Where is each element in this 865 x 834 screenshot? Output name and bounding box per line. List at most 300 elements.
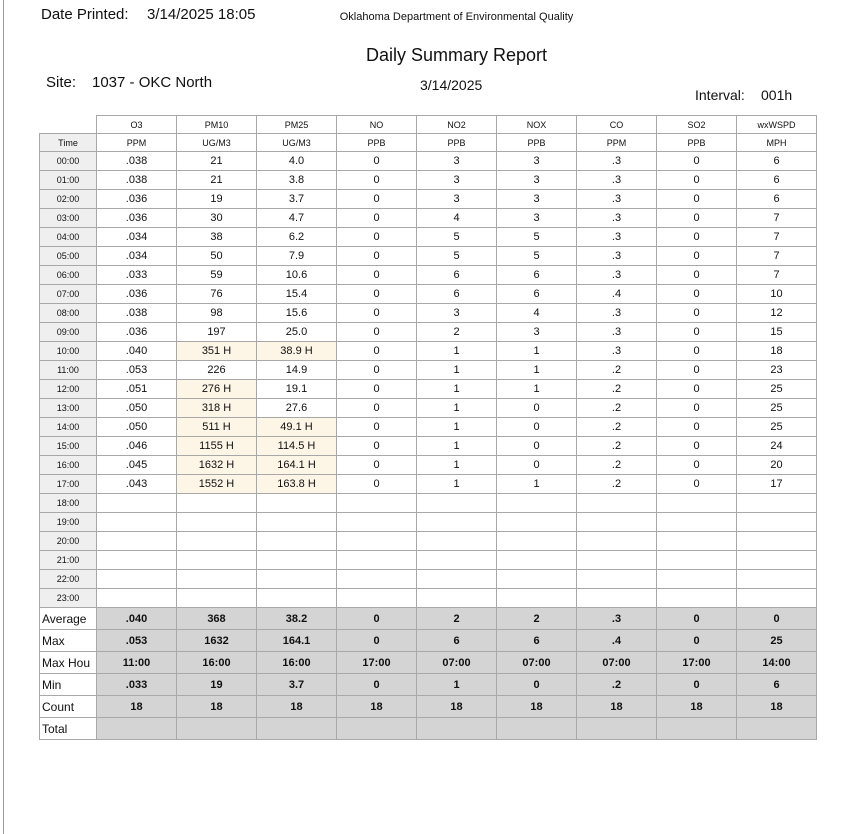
value-cell: 1 [417,418,497,437]
value-cell: 25 [737,399,817,418]
stat-label: Max [40,630,97,652]
value-cell [97,570,177,589]
value-cell: .2 [577,437,657,456]
header-corner [40,116,97,134]
value-cell: 1 [417,456,497,475]
stat-value: 18 [417,696,497,718]
interval-label: Interval: [695,87,745,103]
table-row [40,266,817,285]
value-cell: 23 [737,361,817,380]
stat-value: .4 [577,630,657,652]
value-cell: 0 [337,266,417,285]
value-cell: 0 [497,399,577,418]
time-cell: 15:00 [40,437,97,456]
value-cell: 197 [177,323,257,342]
value-cell: 0 [497,418,577,437]
value-cell: .036 [97,285,177,304]
value-cell: 0 [337,190,417,209]
stat-value [337,718,417,740]
table-row [40,361,817,380]
stat-row [40,674,817,696]
time-cell: 12:00 [40,380,97,399]
date-printed-label: Date Printed: [41,6,129,23]
value-cell: .2 [577,399,657,418]
parameter-header: O3 [97,116,177,134]
value-cell: 38 [177,228,257,247]
table-row [40,171,817,190]
unit-header-row [40,134,817,152]
stat-value: 18 [577,696,657,718]
parameter-header: NO2 [417,116,497,134]
table-row [40,342,817,361]
stat-value: 16:00 [257,652,337,674]
stat-value: 07:00 [417,652,497,674]
value-cell: .2 [577,475,657,494]
value-cell: 15.6 [257,304,337,323]
value-cell: 4 [497,304,577,323]
value-cell: 0 [337,304,417,323]
value-cell: 0 [657,285,737,304]
value-cell: 0 [337,437,417,456]
time-cell: 17:00 [40,475,97,494]
flagged-value-cell: 38.9 H [257,342,337,361]
value-cell: .3 [577,190,657,209]
value-cell: 27.6 [257,399,337,418]
value-cell: 1 [497,361,577,380]
stat-value [497,718,577,740]
value-cell: 1 [417,475,497,494]
flagged-value-cell: 318 H [177,399,257,418]
stat-value: .033 [97,674,177,696]
value-cell: .045 [97,456,177,475]
value-cell [337,494,417,513]
value-cell: 226 [177,361,257,380]
value-cell: 0 [337,475,417,494]
stat-value: 18 [497,696,577,718]
stat-value: 14:00 [737,652,817,674]
value-cell: 1 [417,342,497,361]
stat-value: 164.1 [257,630,337,652]
value-cell: 1 [417,399,497,418]
value-cell: .038 [97,171,177,190]
value-cell: 7 [737,266,817,285]
value-cell: 3 [497,190,577,209]
value-cell: .3 [577,228,657,247]
value-cell [337,551,417,570]
value-cell: 0 [337,285,417,304]
value-cell: .3 [577,171,657,190]
summary-table [39,115,817,740]
stat-value: 0 [337,608,417,630]
value-cell [97,494,177,513]
table-row [40,304,817,323]
table-row [40,475,817,494]
time-cell: 19:00 [40,513,97,532]
value-cell: 1 [417,437,497,456]
unit-header: UG/M3 [177,134,257,152]
stat-value: 18 [737,696,817,718]
value-cell: 7 [737,228,817,247]
value-cell: 6 [417,266,497,285]
value-cell [577,532,657,551]
time-cell: 16:00 [40,456,97,475]
value-cell: 12 [737,304,817,323]
value-cell: 0 [657,190,737,209]
time-cell: 14:00 [40,418,97,437]
page-left-border [3,0,4,834]
value-cell: 50 [177,247,257,266]
value-cell [417,513,497,532]
stat-value: 6 [417,630,497,652]
value-cell: 0 [337,152,417,171]
unit-header: PPB [497,134,577,152]
value-cell: 19.1 [257,380,337,399]
value-cell: 4 [417,209,497,228]
value-cell: 3 [417,171,497,190]
stat-value: 1632 [177,630,257,652]
value-cell: 0 [337,323,417,342]
value-cell [257,570,337,589]
table-row [40,418,817,437]
flagged-value-cell: 163.8 H [257,475,337,494]
value-cell: 0 [657,247,737,266]
parameter-header: NO [337,116,417,134]
unit-header: MPH [737,134,817,152]
value-cell: 0 [657,418,737,437]
table-row [40,551,817,570]
value-cell [577,513,657,532]
stat-value: 0 [337,630,417,652]
table-row [40,380,817,399]
stat-label: Total [40,718,97,740]
value-cell: .036 [97,190,177,209]
value-cell: 0 [657,209,737,228]
value-cell: .034 [97,247,177,266]
value-cell [577,570,657,589]
value-cell [737,589,817,608]
value-cell [657,551,737,570]
value-cell: 5 [417,228,497,247]
stat-value [737,718,817,740]
value-cell: .050 [97,399,177,418]
table-row [40,532,817,551]
unit-header: PPB [337,134,417,152]
stat-value [417,718,497,740]
stat-value: 0 [337,674,417,696]
value-cell [417,589,497,608]
value-cell: 0 [657,342,737,361]
value-cell [657,513,737,532]
flagged-value-cell: 114.5 H [257,437,337,456]
table-row [40,152,817,171]
stat-value: 07:00 [497,652,577,674]
value-cell: 0 [337,342,417,361]
stat-value: 0 [657,674,737,696]
value-cell: 25 [737,380,817,399]
value-cell: 30 [177,209,257,228]
value-cell: .3 [577,304,657,323]
value-cell: 2 [417,323,497,342]
stat-value: 38.2 [257,608,337,630]
value-cell: 1 [497,475,577,494]
time-cell: 05:00 [40,247,97,266]
value-cell [257,494,337,513]
stat-value [657,718,737,740]
value-cell: 5 [417,247,497,266]
stat-value: 16:00 [177,652,257,674]
value-cell: 76 [177,285,257,304]
value-cell [657,532,737,551]
value-cell: .051 [97,380,177,399]
value-cell: 0 [337,418,417,437]
value-cell: 0 [657,437,737,456]
value-cell: .2 [577,418,657,437]
value-cell [337,532,417,551]
value-cell: 0 [657,399,737,418]
value-cell: 0 [657,456,737,475]
table-row [40,228,817,247]
flagged-value-cell: 1632 H [177,456,257,475]
value-cell: 6 [737,152,817,171]
table-row [40,456,817,475]
unit-header: UG/M3 [257,134,337,152]
value-cell [657,494,737,513]
time-cell: 22:00 [40,570,97,589]
value-cell: 0 [337,228,417,247]
stat-value: 11:00 [97,652,177,674]
value-cell: .033 [97,266,177,285]
site-label: Site: [46,74,77,91]
value-cell: 6 [417,285,497,304]
value-cell: 7 [737,247,817,266]
stat-value: 17:00 [337,652,417,674]
value-cell [177,513,257,532]
parameter-header-row [40,116,817,134]
stat-value: 2 [497,608,577,630]
value-cell: 1 [497,380,577,399]
value-cell: .053 [97,361,177,380]
stat-label: Average [40,608,97,630]
time-cell: 03:00 [40,209,97,228]
stat-value: 18 [657,696,737,718]
value-cell: 4.7 [257,209,337,228]
value-cell: .038 [97,304,177,323]
value-cell: 7 [737,209,817,228]
table-row [40,247,817,266]
value-cell: 4.0 [257,152,337,171]
stat-row [40,608,817,630]
stat-value: 0 [657,608,737,630]
value-cell: 0 [657,323,737,342]
unit-header: PPM [577,134,657,152]
value-cell [497,551,577,570]
value-cell: .046 [97,437,177,456]
value-cell: 25 [737,418,817,437]
stat-row [40,696,817,718]
value-cell [257,589,337,608]
parameter-header: wxWSPD [737,116,817,134]
flagged-value-cell: 49.1 H [257,418,337,437]
value-cell: 0 [337,361,417,380]
table-row [40,285,817,304]
value-cell [177,570,257,589]
site-value: 1037 - OKC North [92,74,213,91]
unit-header: PPB [417,134,497,152]
value-cell [337,589,417,608]
value-cell: 0 [337,399,417,418]
time-cell: 01:00 [40,171,97,190]
stat-label: Min [40,674,97,696]
stat-value: .2 [577,674,657,696]
value-cell: .2 [577,380,657,399]
value-cell [337,513,417,532]
report-title: Daily Summary Report [365,45,548,65]
value-cell: 15 [737,323,817,342]
stat-label: Max Hou [40,652,97,674]
value-cell [417,570,497,589]
value-cell: 3 [417,304,497,323]
stat-value [577,718,657,740]
value-cell [497,494,577,513]
stat-value: 0 [737,608,817,630]
value-cell: .3 [577,152,657,171]
time-cell: 18:00 [40,494,97,513]
value-cell: .036 [97,209,177,228]
value-cell [577,494,657,513]
time-cell: 10:00 [40,342,97,361]
time-cell: 07:00 [40,285,97,304]
time-cell: 20:00 [40,532,97,551]
stat-value: 0 [657,630,737,652]
time-cell: 08:00 [40,304,97,323]
stat-row [40,718,817,740]
value-cell [257,513,337,532]
time-cell: 23:00 [40,589,97,608]
time-cell: 11:00 [40,361,97,380]
value-cell: 3 [497,171,577,190]
value-cell: 3 [497,323,577,342]
value-cell [737,532,817,551]
value-cell [97,589,177,608]
flagged-value-cell: 1155 H [177,437,257,456]
stat-value: .040 [97,608,177,630]
value-cell: 24 [737,437,817,456]
value-cell: 3.7 [257,190,337,209]
value-cell [97,532,177,551]
time-column-header: Time [40,134,97,152]
value-cell: 0 [657,152,737,171]
value-cell: 0 [657,171,737,190]
value-cell [657,570,737,589]
table-row [40,399,817,418]
value-cell [657,589,737,608]
value-cell: .3 [577,323,657,342]
value-cell [257,532,337,551]
stat-value: 18 [337,696,417,718]
value-cell [97,551,177,570]
value-cell [737,513,817,532]
value-cell [497,513,577,532]
value-cell [177,551,257,570]
value-cell [417,532,497,551]
stat-value: 0 [497,674,577,696]
value-cell [337,570,417,589]
value-cell: 0 [337,209,417,228]
value-cell: .4 [577,285,657,304]
time-cell: 09:00 [40,323,97,342]
time-cell: 00:00 [40,152,97,171]
value-cell: .3 [577,247,657,266]
value-cell: 59 [177,266,257,285]
time-cell: 13:00 [40,399,97,418]
date-printed-value: 3/14/2025 18:05 [147,6,256,23]
table-row [40,323,817,342]
value-cell: 10.6 [257,266,337,285]
value-cell [177,494,257,513]
stat-value [177,718,257,740]
value-cell: .038 [97,152,177,171]
value-cell: .050 [97,418,177,437]
stat-value: .053 [97,630,177,652]
value-cell: 10 [737,285,817,304]
stat-value: 1 [417,674,497,696]
value-cell: .2 [577,361,657,380]
stat-value: 18 [177,696,257,718]
value-cell: .2 [577,456,657,475]
table-row [40,589,817,608]
table-row [40,190,817,209]
value-cell: 0 [657,304,737,323]
value-cell: 17 [737,475,817,494]
value-cell [497,589,577,608]
value-cell: 6.2 [257,228,337,247]
report-date: 3/14/2025 [420,77,483,93]
value-cell: 6 [497,266,577,285]
value-cell [497,532,577,551]
value-cell: 20 [737,456,817,475]
table-row [40,209,817,228]
value-cell: 6 [737,171,817,190]
table-row [40,513,817,532]
value-cell [737,570,817,589]
flagged-value-cell: 276 H [177,380,257,399]
value-cell: 5 [497,247,577,266]
stat-label: Count [40,696,97,718]
value-cell [417,494,497,513]
value-cell: .040 [97,342,177,361]
value-cell: 0 [337,380,417,399]
value-cell [737,494,817,513]
value-cell: 14.9 [257,361,337,380]
stat-value: 07:00 [577,652,657,674]
value-cell [177,589,257,608]
flagged-value-cell: 511 H [177,418,257,437]
value-cell: .034 [97,228,177,247]
unit-header: PPM [97,134,177,152]
value-cell: .3 [577,209,657,228]
value-cell: .036 [97,323,177,342]
value-cell: .043 [97,475,177,494]
parameter-header: PM10 [177,116,257,134]
stat-value [257,718,337,740]
stat-value: 19 [177,674,257,696]
value-cell: 0 [657,380,737,399]
value-cell: 0 [497,456,577,475]
value-cell [497,570,577,589]
value-cell: 15.4 [257,285,337,304]
value-cell: 0 [337,171,417,190]
value-cell: 5 [497,228,577,247]
